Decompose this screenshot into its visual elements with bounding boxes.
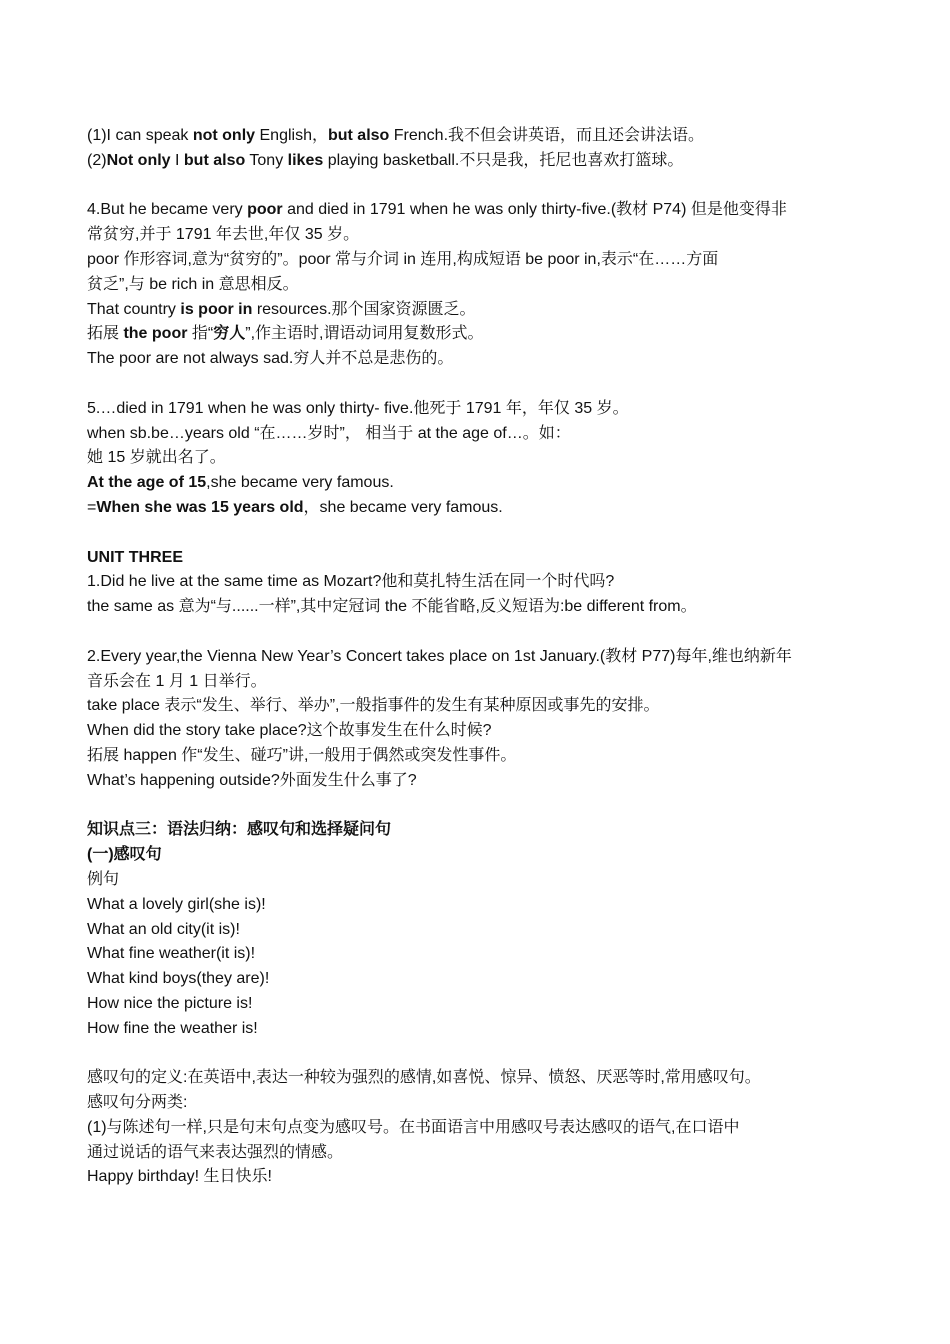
text-run: 4.But he became very bbox=[87, 201, 248, 219]
bold-run: but also bbox=[183, 151, 246, 169]
text-run: ，she became very famous. bbox=[303, 498, 503, 516]
exclamation-definition: 感叹句的定义:在英语中,表达一种较为强烈的感情,如喜悦、惊异、愤怒、厌恶等时,常用感叹句。 bbox=[87, 1069, 761, 1087]
text-run: Tony bbox=[245, 151, 288, 169]
point-4-sentence bbox=[87, 198, 877, 223]
unit-three-heading: UNIT THREE bbox=[87, 548, 183, 566]
exclamation-example: What kind boys(they are)! bbox=[87, 970, 270, 988]
grammar-heading: 知识点三：语法归纳：感叹句和选择疑问句 bbox=[87, 821, 392, 839]
text-run: playing basketball.不只是我，托尼也喜欢打篮球。 bbox=[323, 151, 684, 169]
unit-3-point-2-explanation: take place 表示“发生、举行、举办”,一般指事件的发生有某种原因或事先的安排。 bbox=[87, 697, 660, 715]
point-5-example-en-1 bbox=[87, 471, 877, 496]
bold-run: likes bbox=[287, 151, 324, 169]
exclamation-type-1: (1)与陈述句一样,只是句末句点变为感叹号。在书面语言中用感叹号表达感叹的语气,在口语中 bbox=[87, 1118, 740, 1136]
bold-run: poor bbox=[247, 201, 283, 219]
spacer bbox=[87, 521, 877, 546]
exclamation-example: What fine weather(it is)! bbox=[87, 945, 256, 963]
text-run: (1)I can speak bbox=[87, 127, 193, 144]
unit-3-point-2-extension: 拓展 happen 作“发生、碰巧”讲,一般用于偶然或突发性事件。 bbox=[87, 746, 517, 764]
spacer bbox=[87, 372, 877, 397]
example-not-only-2 bbox=[87, 149, 877, 174]
exclamation-example: How fine the weather is! bbox=[87, 1019, 258, 1037]
text-run: ”,作主语时,谓语动词用复数形式。 bbox=[245, 325, 484, 343]
text-run: resources.那个国家资源匮乏。 bbox=[252, 300, 476, 318]
unit-3-point-1-explanation: the same as 意为“与......一样”,其中定冠词 the 不能省略,反义短语为:be different from。 bbox=[87, 598, 697, 616]
point-4-explanation-cont: 贫乏”,与 be rich in 意思相反。 bbox=[87, 275, 299, 293]
bold-run: not only bbox=[192, 127, 256, 144]
spacer bbox=[87, 1041, 877, 1066]
bold-run: but also bbox=[327, 127, 390, 144]
point-5-example-en-2 bbox=[87, 496, 877, 521]
document-body bbox=[87, 124, 877, 1190]
text-run: (2) bbox=[87, 151, 107, 169]
text-run: I bbox=[170, 151, 184, 169]
bold-run: 穷人 bbox=[213, 325, 246, 343]
bold-run: Not only bbox=[106, 151, 171, 169]
exclamation-example: How nice the picture is! bbox=[87, 994, 253, 1012]
text-run: That country bbox=[87, 300, 181, 318]
point-4-explanation: poor 作形容词,意为“贫穷的”。poor 常与介词 in 连用,构成短语 be poor in,表示“在……方面 bbox=[87, 250, 719, 268]
unit-3-point-2-example: When did the story take place?这个故事发生在什么时候? bbox=[87, 722, 492, 740]
unit-3-point-2: 2.Every year,the Vienna New Year’s Concert takes place on 1st January.(教材 P77)每年,维也纳新年 bbox=[87, 647, 792, 665]
spacer bbox=[87, 174, 877, 199]
bold-run: the poor bbox=[123, 325, 188, 343]
text-run: 拓展 bbox=[87, 325, 124, 343]
unit-3-point-2-translation: 音乐会在 1 月 1 日举行。 bbox=[87, 672, 267, 690]
point-4-extension bbox=[87, 322, 877, 347]
example-not-only-1 bbox=[87, 124, 877, 149]
point-5-explanation: when sb.be…years old “在……岁时”， 相当于 at the age of…。如： bbox=[87, 424, 571, 442]
bold-run: At the age of 15 bbox=[87, 474, 207, 492]
bold-run: is poor in bbox=[180, 300, 253, 318]
point-4-example bbox=[87, 298, 877, 323]
point-5-sentence: 5.…died in 1791 when he was only thirty- five.他死于 1791 年，年仅 35 岁。 bbox=[87, 399, 629, 417]
spacer bbox=[87, 620, 877, 645]
exclamation-example: What an old city(it is)! bbox=[87, 920, 240, 938]
example-label: 例句 bbox=[87, 870, 120, 888]
bold-run: When she was 15 years old bbox=[96, 498, 304, 516]
exclamation-type-1-example: Happy birthday! 生日快乐! bbox=[87, 1168, 272, 1186]
text-run: 指“ bbox=[187, 325, 214, 343]
unit-3-point-1: 1.Did he live at the same time as Mozart?他和莫扎特生活在同一个时代吗? bbox=[87, 573, 615, 591]
text-run: French.我不但会讲英语，而且还会讲法语。 bbox=[389, 127, 705, 144]
point-4-translation: 常贫穷,并于 1791 年去世,年仅 35 岁。 bbox=[87, 226, 360, 244]
text-run: English， bbox=[255, 127, 328, 144]
text-run: = bbox=[87, 498, 97, 516]
spacer bbox=[87, 794, 877, 819]
point-5-example-cn: 她 15 岁就出名了。 bbox=[87, 449, 226, 467]
unit-3-point-2-extension-example: What’s happening outside?外面发生什么事了? bbox=[87, 771, 417, 789]
text-run: and died in 1791 when he was only thirty-five.(教材 P74) 但是他变得非 bbox=[282, 201, 787, 219]
exclamation-types-intro: 感叹句分两类: bbox=[87, 1094, 188, 1112]
grammar-subheading: (一)感叹句 bbox=[87, 846, 162, 864]
exclamation-example: What a lovely girl(she is)! bbox=[87, 895, 266, 913]
point-4-extension-example: The poor are not always sad.穷人并不总是悲伤的。 bbox=[87, 350, 454, 368]
exclamation-type-1-cont: 通过说话的语气来表达强烈的情感。 bbox=[87, 1143, 344, 1161]
text-run: ,she became very famous. bbox=[206, 474, 394, 492]
